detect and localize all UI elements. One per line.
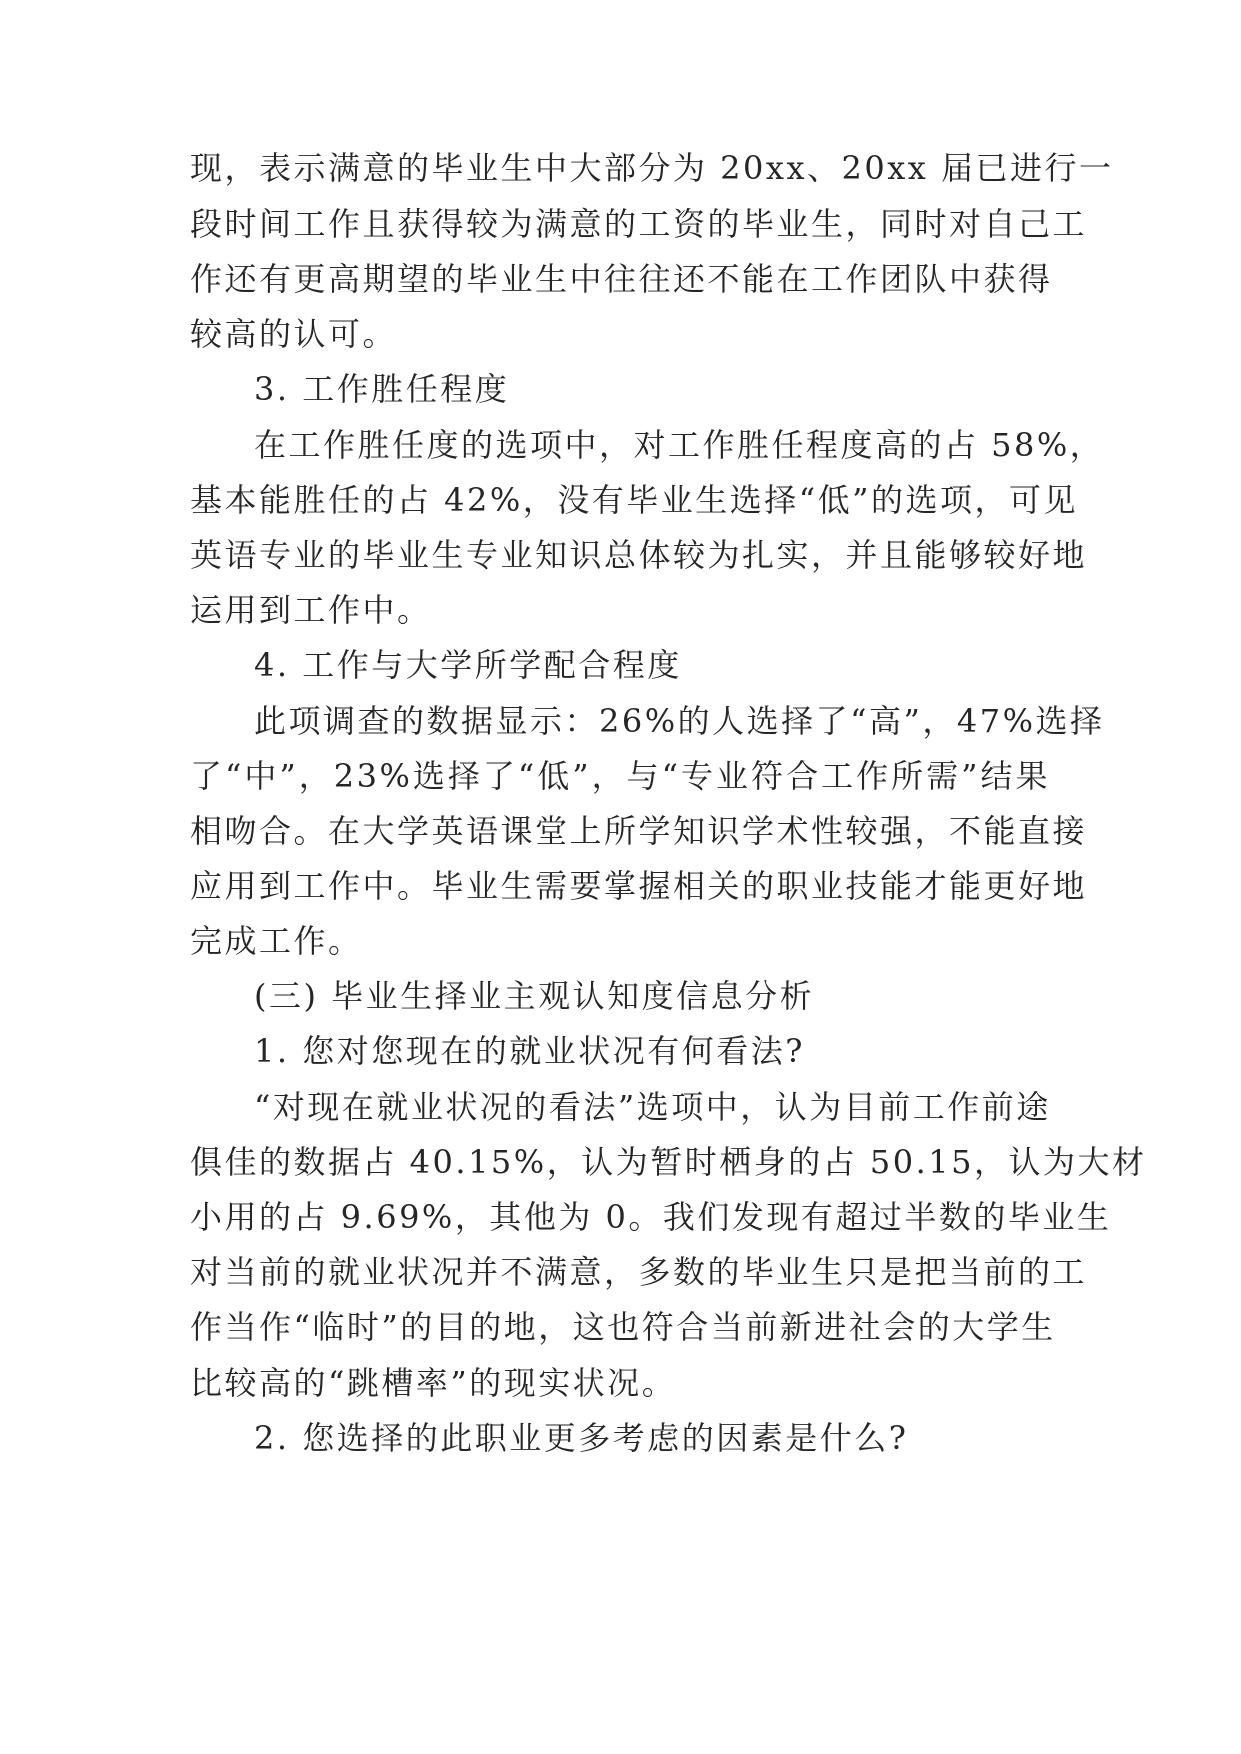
paragraph-line: 运用到工作中。	[190, 591, 432, 629]
paragraph-line: 俱佳的数据占 40.15%，认为暂时栖身的占 50.15，认为大材	[190, 1143, 1147, 1181]
paragraph-line: 对当前的就业状况并不满意，多数的毕业生只是把当前的工	[190, 1253, 1088, 1291]
paragraph-line: 作还有更高期望的毕业生中往往还不能在工作团队中获得	[190, 260, 1053, 298]
paragraph-line: 现，表示满意的毕业生中大部分为 20xx、20xx 届已进行一	[190, 149, 1114, 187]
paragraph-line: 此项调查的数据显示：26%的人选择了“高”，47%选择	[254, 702, 1105, 740]
paragraph-line: 基本能胜任的占 42%，没有毕业生选择“低”的选项，可见	[190, 481, 1079, 519]
paragraph-line: 了“中”，23%选择了“低”，与“专业符合工作所需”结果	[190, 757, 1050, 795]
paragraph-line: 比较高的“跳槽率”的现实状况。	[190, 1364, 677, 1402]
paragraph-line: 完成工作。	[190, 922, 363, 960]
section-heading: 4. 工作与大学所学配合程度	[254, 646, 682, 684]
paragraph-line: “对现在就业状况的看法”选项中，认为目前工作前途	[254, 1088, 1051, 1126]
paragraph-line: 应用到工作中。毕业生需要掌握相关的职业技能才能更好地	[190, 867, 1088, 905]
paragraph-line: 在工作胜任度的选项中，对工作胜任程度高的占 58%，	[254, 426, 1105, 464]
question-heading: 1. 您对您现在的就业状况有何看法?	[254, 1032, 805, 1070]
paragraph-line: 较高的认可。	[190, 315, 398, 353]
paragraph-line: 小用的占 9.69%，其他为 0。我们发现有超过半数的毕业生	[190, 1198, 1112, 1236]
paragraph-line: 英语专业的毕业生专业知识总体较为扎实，并且能够较好地	[190, 536, 1088, 574]
paragraph-line: 段时间工作且获得较为满意的工资的毕业生，同时对自己工	[190, 205, 1088, 243]
question-heading: 2. 您选择的此职业更多考虑的因素是什么?	[254, 1419, 909, 1457]
paragraph-line: 相吻合。在大学英语课堂上所学知识学术性较强，不能直接	[190, 812, 1088, 850]
section-heading: (三) 毕业生择业主观认知度信息分析	[254, 977, 815, 1015]
section-heading: 3. 工作胜任程度	[254, 370, 510, 408]
paragraph-line: 作当作“临时”的目的地，这也符合当前新进社会的大学生	[190, 1308, 1056, 1346]
